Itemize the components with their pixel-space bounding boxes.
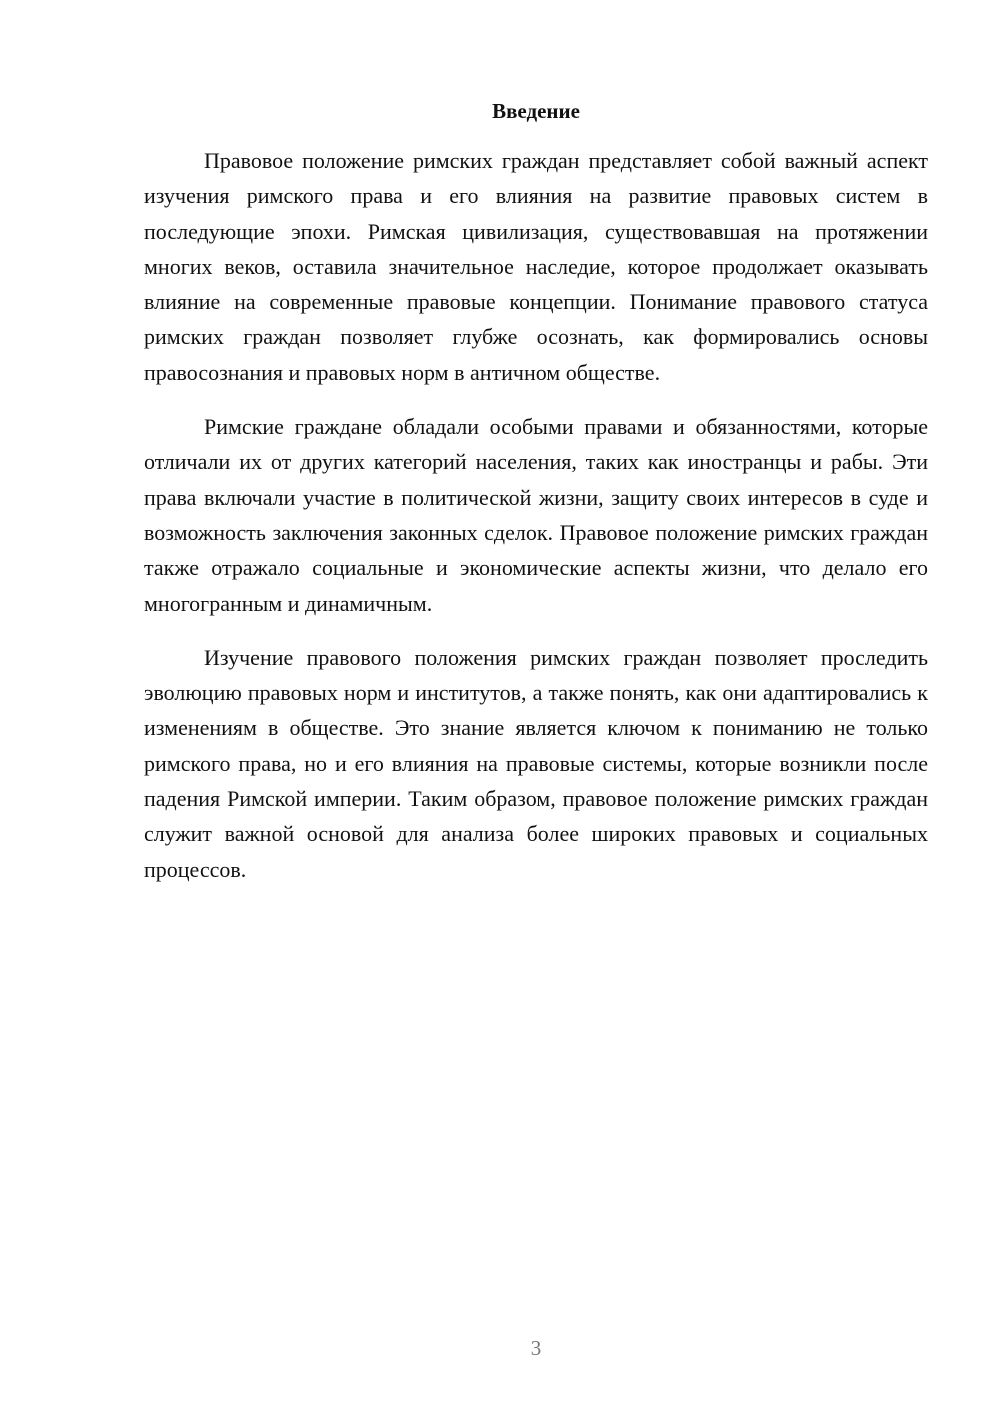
page-number: 3 [530,1336,542,1360]
paragraph: Правовое положение римских граждан представляет собой важный аспект изучения римского права и его влияния на развитие правовых систем в последующие эпохи. Римская цивилизация, существовавшая на протяжении многих веков, оставила значительное наследие, которое продолжает оказывать влияние на современные правовые концепции. Понимание правового статуса римских граждан позволяет глубже осознать, как формировались основы правосознания и правовых норм в античном обществе. [144,148,928,385]
body-text [144,143,928,906]
paragraph: Римские граждане обладали особыми правами и обязанностями, которые отличали их от других категорий населения, таких как иностранцы и рабы. Эти права включали участие в политической жизни, защиту своих интересов в суде и возможность заключения законных сделок. Правовое положение римских граждан также отражало социальные и экономические аспекты жизни, что делало его многогранным и динамичным. [144,414,928,616]
section-title: Введение [492,99,580,123]
paragraph: Изучение правового положения римских граждан позволяет проследить эволюцию правовых норм и институтов, а также понять, как они адаптировались к изменениям в обществе. Это знание является ключом к пониманию не только римского права, но и его влияния на правовые системы, которые возникли после падения Римской империи. Таким образом, правовое положение римских граждан служит важной основой для анализа более широких правовых и социальных процессов. [144,644,928,882]
